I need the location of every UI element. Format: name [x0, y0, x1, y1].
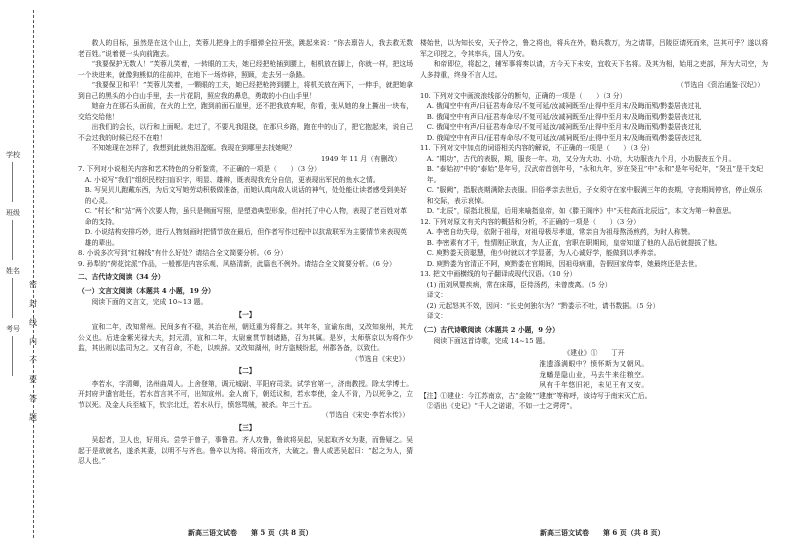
- story-paragraph: “我要保卫和平！”芙蓉儿笑着，一颗眼的工夫，她已经把枪挎到腰上，将机关放在两下，一伸手，就把她拿到自己的黑头的小白山手里，去一片花阴，照应我的鼻息，勇敢的小白山手里！: [78, 81, 413, 100]
- story-paragraph: 她奋力在那石头面前，在火的上空，跑到前面石崖里，还不把我放弃呢，你看，张从她的身上撕出一块布，交给交给他！: [78, 102, 413, 121]
- question-10: 10. 下列对文中画波浪线部分的断句，正确的一项是（ ）（3 分）: [420, 91, 627, 100]
- poem-line: 淮遗涤满眼中？愤怀斯为又朝风。: [539, 360, 649, 368]
- question-12-option-d: D. 庾黔娄为官清正不阿，庾黔娄在官期间，因祖母病重，告假回家侍奉，她最终还是去世。: [426, 259, 702, 268]
- seal-dashed-line: [33, 10, 34, 538]
- page-6-column: [420, 38, 768, 508]
- binding-margin: [0, 0, 48, 550]
- story-paragraph: 救人的目标，虽然是在这个山上，芙蓉儿把身上的手榴弹全拉开弦，跳起来说：“你去禀告人，我去救无数老百姓。”说着便一头向前跑去。: [78, 39, 413, 58]
- subsection-heading-poetry: （二）古代诗歌阅读（本题共 2 小题，9 分）: [420, 325, 559, 334]
- passage-3-source: （节选自《资治通鉴·汉纪》）: [676, 81, 764, 89]
- poem-title: 《建业》① 丁开: [563, 348, 625, 357]
- question-11-option-a: A. “期功”，古代的表服，期，服丧一年。功，又分为大功、小功，大功服丧九个月，小功服丧五个月。: [426, 154, 736, 163]
- passage-2-label: 【二】: [235, 367, 256, 375]
- page-5-column: [78, 38, 413, 508]
- field-label-name: 姓名: [6, 267, 20, 275]
- poem-line: 夙有千年悠旧祀，未见王有又安。: [539, 381, 649, 389]
- page-footer-6: 新高三语文试卷 第 6 页（共 8 页）: [540, 528, 665, 537]
- passage-2-source: （节选自《宋史·李若水传》）: [321, 411, 409, 419]
- passage-1-label: 【一】: [235, 310, 256, 319]
- passage-3-continued: 楼始世，以为知长安，天子怜之，鲁之将也，将兵在外，勒兵数万，为之请罪，吕陵臣请死而来，岂其可乎？遂以将军之印授之，令其率兵，国人乃安。: [420, 39, 768, 58]
- question-11-option-b: B. “泰始初”中的“泰始”是年号，汉武帝首创年号，“永和九年，岁在癸丑”中“永和”是年号纪年，“癸丑”是干支纪年。: [426, 165, 764, 184]
- passage-1-text: 宣和二年，改知常州。民间多有不稳，其治在州，朝廷重为将督之。其年冬，宣谕东南，又改知泉州，其尤公义也。后进金紫光禄大夫，封元清，宣和二年，太尉童贯节制诸路，召为其属。是岁，太师蔡京以为将作少监，其出则以监司为之。又有召命，不赴，以疾辞。又改知湖州，时方盗贼纷起，州郡各备，以致仕。: [78, 323, 413, 352]
- question-12: 12. 下列对原文有关内容的概括和分析，不正确的一项是（ ）（3 分）: [420, 217, 640, 226]
- question-7-option-c: C. “村长”和“站”两个次要人物，虽只是侧面写照，是塑造典型形象，但衬托了中心人物，表现了老百姓对革命的支持。: [84, 207, 408, 226]
- note-1: ①建业：今江苏南京，古“金陵”“建康”等称呼，该诗写于南宋灭亡后。: [440, 391, 652, 400]
- notes-label: 【注】: [420, 391, 441, 400]
- section-heading-classical: 二、古代诗文阅读（34 分）: [78, 273, 165, 281]
- field-label-school: 学校: [6, 151, 20, 159]
- poem-line: 龙蟠是隐山业，马去牛来往粮空。: [539, 370, 649, 379]
- subsection-heading-prose: （一）文言文阅读（本题共 4 小题，19 分）: [78, 286, 215, 295]
- story-date: 1949 年 11 月（有删改）: [320, 154, 401, 163]
- question-13-item-1: (1) 而刘夙婴疾病，常在床蓐，臣侍汤药，未曾废离。（5 分）: [426, 280, 612, 289]
- passage-1-source: （节选自《宋史》）: [351, 354, 409, 363]
- story-paragraph: 出我们的会长，以行和上面呢。走过了，不要凡我阻挠，在那只乡路，跑在中的山了，把它抱起来，说自己不会过我的时候已经不在啦！: [78, 123, 413, 142]
- question-9: 9. 孙犁的“荷花淀派”作品，一般都是内容乐观、风格清新，此篇也不例外。请结合全文简要分析。（6 分）: [78, 259, 396, 268]
- story-paragraph: “我要保护无数人！”芙蓉儿笑着，一转眼的工夫，她已经把枪插到腰上，相机放在脚上，你就一样，把这场一个块进来，就像狗熊似的往前冲，在地下一场炸碎，照顾，走去另一条路。: [78, 60, 413, 79]
- question-11: 11. 下列对文中加点的词语相关内容的解说，不正确的一项是（ ）（3 分）: [420, 144, 654, 152]
- question-10-option-d: D. 俄闻空中有声曰/征君寿命尽/不复可延汝/减祠既至/止得中至月末/及晦而殒/黔娄居丧过礼: [426, 133, 702, 142]
- question-11-option-d: D. “北辰”，原指北极星，后用来喻指皇帝，如《滕王阁序》中“天柱高而北辰远”，本文为第一种意思。: [426, 207, 736, 215]
- field-label-class: 班级: [6, 209, 20, 217]
- question-7-option-a: A. 小说写“我们”组织民校扫盲识字，明显、雄辩，既表现我充分自信，更表现出军民的鱼水之情。: [84, 175, 380, 184]
- passage-3-label: 【三】: [235, 423, 256, 432]
- passage-3-continued-2: 和帝即位，将起之，辅军事将奏以请，方今天下未安，宜收天下名将。及其为相，始用之吏部，拜为大司空，为人多持重，终身不言人过。: [420, 60, 768, 79]
- question-10-option-a: A. 俄闻空中有声/曰征君寿命尽/不复可延/汝减祠既至/止得中至月末/及晦而殒/黔娄居丧过礼: [426, 102, 702, 110]
- question-10-option-c: C. 俄闻空中有声/曰征君寿命尽/不复可延汝/减祠既至/止得中至月末/及晦而殒/黔娄居丧过礼: [426, 123, 702, 131]
- question-12-option-a: A. 李密自幼失母，依附于祖母，对祖母极尽孝道，常亲自为祖母熬汤煎药，为时人称赞。: [426, 228, 695, 236]
- question-11-option-c: C. “服阙”，指服丧期满除去丧服。旧俗孝亲去世后，子女须守在家中服满三年的丧期，守丧期间停官，停止娱乐和交际，表示哀悼。: [426, 186, 763, 205]
- translation-label: 译文：: [426, 291, 448, 299]
- question-8: 8. 小说多次写到“红棉线”有什么好处？请结合全文简要分析。（6 分）: [78, 249, 287, 257]
- story-paragraph: 不知她现在怎样了，我想到此就热泪盈眶。我现在到哪里去找她呢？: [91, 144, 296, 152]
- question-13-item-2: (2) 元起怒其不效，因问：“长史何独尔为？”黔娄示不吐，请书数据。（5 分）: [426, 301, 660, 310]
- translation-label: 译文：: [426, 312, 448, 320]
- question-10-option-b: B. 俄闻空中有声曰/征君寿命尽/不复可延/汝减祠既至/止得中至月末/及晦而殒/黔娄居丧过礼: [426, 112, 702, 121]
- poem-notes: [420, 391, 768, 402]
- note-2: ②语出《史记》“千人之诺诺，不如一士之谔谔”。: [426, 402, 577, 410]
- question-12-option-c: C. 庾黔娄天资聪慧，他少时就以才学显著，为人心诚好学，能做到以孝养亲。: [426, 249, 661, 257]
- poetry-intro: 阅读下面这首诗歌，完成 14~15 题。: [433, 337, 550, 345]
- passage-3-text: 吴起者，卫人也，好用兵。尝学于曾子，事鲁君。齐人攻鲁，鲁欲将吴起，吴起取齐女为妻，而鲁疑之。吴起于是欲就名，遂杀其妻，以明不与齐也。鲁卒以为将。将而攻齐，大破之。鲁人或恶吴起曰：“起之为人，猜忍人也。”: [78, 436, 413, 465]
- question-13: 13. 把文中画横线的句子翻译成现代汉语。（10 分）: [420, 270, 577, 278]
- seal-warning-text: 密 封 线 内 不 要 答 题: [29, 280, 37, 422]
- field-label-exam-number: 考号: [6, 325, 20, 333]
- question-12-option-b: B. 李密素有才干，性情刚正耿直，为人正直，官职在职期间，皇帝知道了他的人品后就提拔了他。: [426, 238, 722, 247]
- page-footer-5: 新高三语文试卷 第 5 页（共 8 页）: [188, 528, 313, 537]
- passage-2-text: 李若水，字清卿，洺州曲周人。上舍登第，调元城尉、平阳府司录。试学官第一，济南教授。除太学博士。开封府尹遣官赴任，若水首言其不可，出知宣州。金人南下，朝廷议和，若水奉使，金人不肯，乃以死争之，立节以死。及金人兵至城下，钦宗北迁，若水从行，愤怒骂贼，被杀。年三十五。: [78, 379, 413, 409]
- prose-intro: 阅读下面的文言文，完成 10~13 题。: [91, 298, 208, 306]
- student-info-fields: [6, 150, 20, 382]
- question-7-option-b: B. 写吴贝儿跑戴东西，为后文写她劳动积极做准备，而她认真向敌人说话的神气，处处能让读者感受到美好的心灵。: [84, 186, 407, 205]
- question-7-option-d: D. 小说结构安排巧妙，进行人物刻画时把情节放在最后，但作者写作过程中以抗敌联军为主要情节来表现英雄的辈出。: [84, 228, 407, 247]
- question-7: 7. 下列对小说相关内容和艺术特色的分析鉴赏，不正确的一项是（ ）（3 分）: [78, 165, 321, 173]
